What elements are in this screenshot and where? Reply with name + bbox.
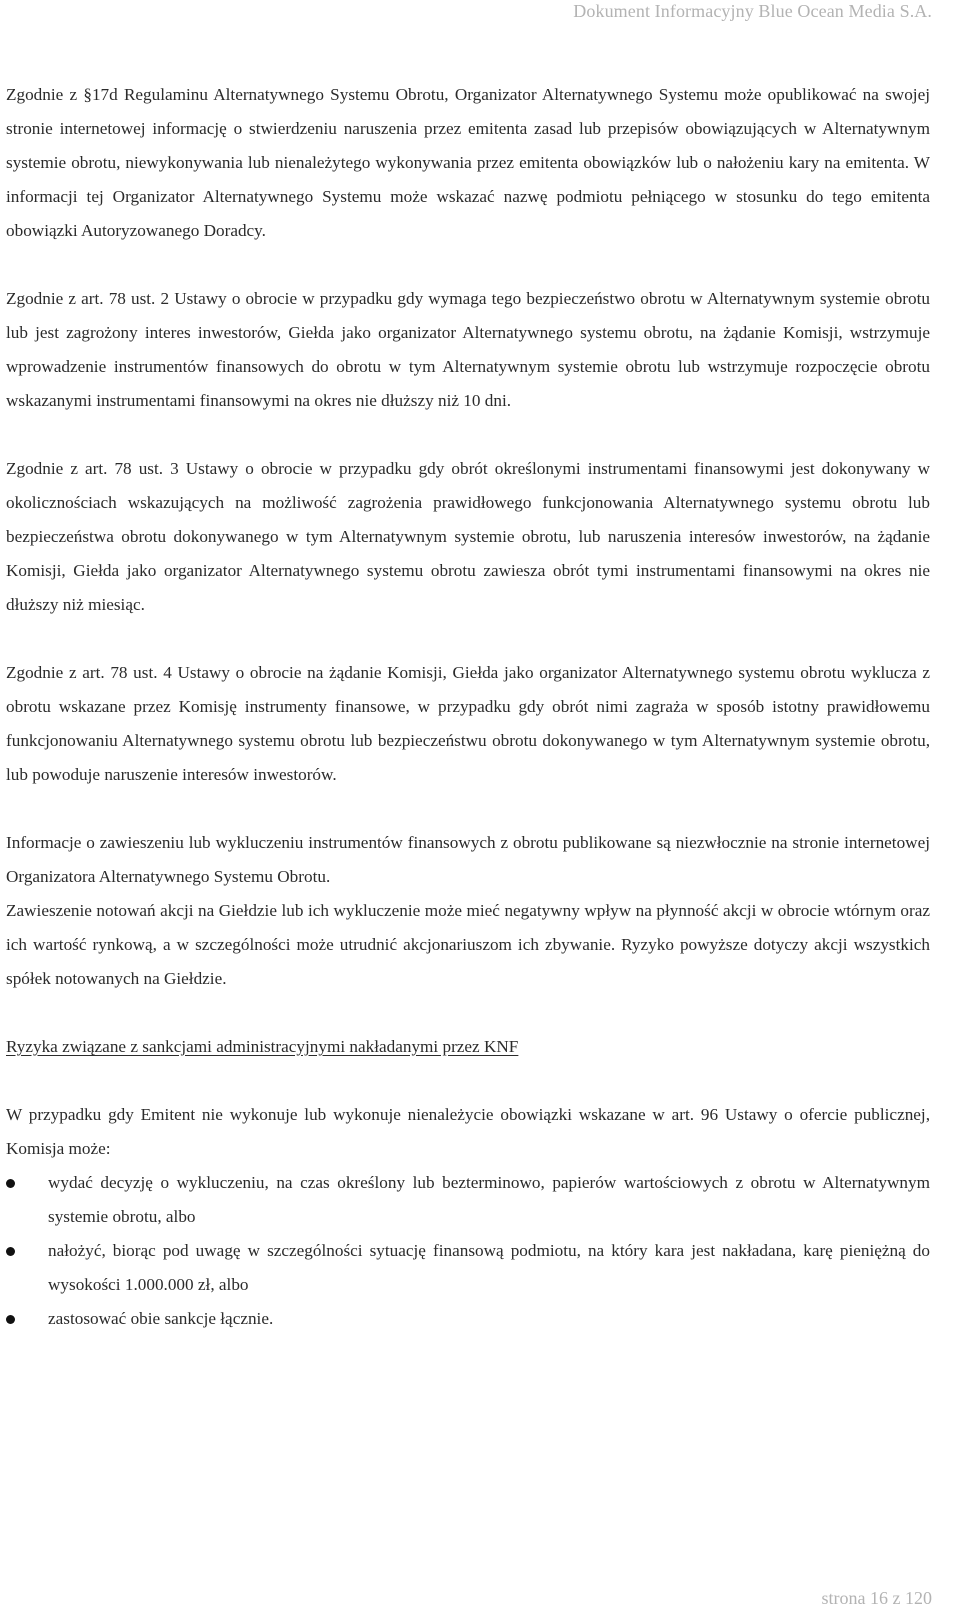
list-item: [6, 1302, 930, 1336]
list-item: [6, 1234, 930, 1302]
sanctions-list: [6, 1166, 930, 1336]
paragraph-informacje: Informacje o zawieszeniu lub wykluczeniu instrumentów finansowych z obrotu publikowane są niezwłocznie na stronie internetowej Organizatora Alternatywnego Systemu Obrotu.: [6, 833, 930, 886]
document-body: [6, 78, 930, 1336]
paragraph-art78-ust3: Zgodnie z art. 78 ust. 3 Ustawy o obrocie w przypadku gdy obrót określonymi instrumentami finansowymi jest dokonywany w okolicznościach wskazujących na możliwość zagrożenia prawidłowego funkcjonowania Alternatywnego systemu obrotu lub bezpieczeństwa obrotu dokonywanego w tym Alternatywnym systemie obrotu, lub naruszenia interesów inwestorów, na żądanie Komisji, Giełda jako organizator Alternatywnego systemu obrotu zawiesza obrót tymi instrumentami finansowymi na okres nie dłuższy niż miesiąc.: [6, 459, 930, 614]
document-header: Dokument Informacyjny Blue Ocean Media S.A.: [573, 1, 932, 21]
paragraph-zawieszenie: Zawieszenie notowań akcji na Giełdzie lub ich wykluczenie może mieć negatywny wpływ na płynność akcji w obrocie wtórnym oraz ich wartość rynkową, a w szczególności może utrudnić akcjonariuszom ich zbywanie. Ryzyko powyższe dotyczy akcji wszystkich spółek notowanych na Giełdzie.: [6, 901, 930, 988]
bullet-icon: [6, 1247, 15, 1256]
list-item-text: wydać decyzję o wykluczeniu, na czas określony lub bezterminowo, papierów wartościowych z obrotu w Alternatywnym systemie obrotu, albo: [48, 1173, 930, 1226]
paragraph-regulamin: Zgodnie z §17d Regulaminu Alternatywnego Systemu Obrotu, Organizator Alternatywnego Systemu może opublikować na swojej stronie internetowej informację o stwierdzeniu naruszenia przez emitenta zasad lub przepisów obowiązujących w Alternatywnym systemie obrotu, niewykonywania lub nienależytego wykonywania przez emitenta obowiązków lub o nałożeniu kary na emitenta. W informacji tej Organizator Alternatywnego Systemu może wskazać nazwę podmiotu pełniącego w stosunku do tego emitenta obowiązki Autoryzowanego Doradcy.: [6, 85, 930, 240]
page-number: strona 16 z 120: [821, 1588, 932, 1608]
paragraph-sankcje-intro: W przypadku gdy Emitent nie wykonuje lub wykonuje nienależycie obowiązki wskazane w art. 96 Ustawy o ofercie publicznej, Komisja może:: [6, 1105, 930, 1158]
paragraph-art78-ust2: Zgodnie z art. 78 ust. 2 Ustawy o obrocie w przypadku gdy wymaga tego bezpieczeństwo obrotu w Alternatywnym systemie obrotu lub jest zagrożony interes inwestorów, Giełda jako organizator Alternatywnego systemu obrotu, na żądanie Komisji, wstrzymuje wprowadzenie instrumentów finansowych do obrotu w tym Alternatywnym systemie obrotu lub wstrzymuje rozpoczęcie obrotu wskazanymi instrumentami finansowymi na okres nie dłuższy niż 10 dni.: [6, 289, 930, 410]
paragraph-art78-ust4: Zgodnie z art. 78 ust. 4 Ustawy o obrocie na żądanie Komisji, Giełda jako organizator Alternatywnego systemu obrotu wyklucza z obrotu wskazane przez Komisję instrumenty finansowe, w przypadku gdy obrót nimi zagraża w sposób istotny prawidłowemu funkcjonowaniu Alternatywnego systemu obrotu lub bezpieczeństwu obrotu dokonywanego w tym Alternatywnym systemie obrotu, lub powoduje naruszenie interesów inwestorów.: [6, 663, 930, 784]
bullet-icon: [6, 1315, 15, 1324]
list-item-text: zastosować obie sankcje łącznie.: [48, 1309, 274, 1328]
list-item-text: nałożyć, biorąc pod uwagę w szczególności sytuację finansową podmiotu, na który kara jest nakładana, karę pieniężną do wysokości 1.000.000 zł, albo: [48, 1241, 930, 1294]
bullet-icon: [6, 1179, 15, 1188]
list-item: [6, 1166, 930, 1234]
section-heading: Ryzyka związane z sankcjami administracyjnymi nakładanymi przez KNF: [6, 1037, 519, 1056]
